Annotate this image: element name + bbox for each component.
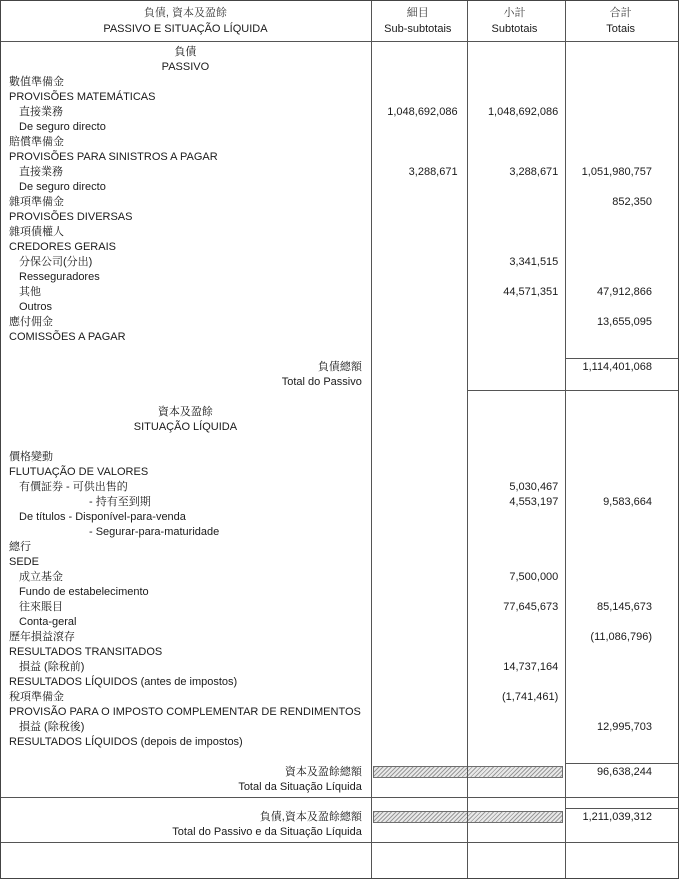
empty-cell <box>466 510 564 525</box>
total-value: 1,114,401,068 <box>582 361 652 373</box>
table-row <box>1 780 678 795</box>
row-label: Conta-geral <box>19 616 77 628</box>
row-label: PROVISÃO PARA O IMPOSTO COMPLEMENTAR DE RENDIMENTOS <box>9 706 361 718</box>
empty-cell <box>466 585 564 600</box>
row-label: RESULTADOS TRANSITADOS <box>9 646 163 658</box>
table-row <box>1 705 678 720</box>
table-row <box>1 285 678 300</box>
total-value: (11,086,796) <box>590 631 652 643</box>
row-label: 數值準備金 <box>9 76 64 88</box>
row-label: FLUTUAÇÃO DE VALORES <box>9 466 149 478</box>
header-subsubtotals-zh: 細目 <box>406 7 429 19</box>
empty-cell <box>466 360 564 375</box>
row-label: 損益 (除稅前) <box>19 661 85 673</box>
header-totals-zh: 合計 <box>609 7 632 19</box>
empty-cell <box>563 405 678 420</box>
header-subtotals-pt: Subtotais <box>491 23 538 35</box>
empty-cell <box>563 705 678 720</box>
empty-cell <box>370 255 466 270</box>
empty-cell <box>370 705 466 720</box>
row-label: 有價証券 - 可供出售的 <box>19 481 128 493</box>
table-row <box>1 720 678 735</box>
empty-cell <box>563 45 678 60</box>
empty-cell <box>563 255 678 270</box>
empty-cell <box>563 735 678 750</box>
empty-cell <box>370 675 466 690</box>
subtotal-value: 1,048,692,086 <box>487 106 559 118</box>
table-row <box>1 600 678 615</box>
hatched-area <box>373 811 563 823</box>
sub-subtotal-value: 3,288,671 <box>408 166 458 178</box>
table-row <box>1 45 678 60</box>
empty-cell <box>370 315 466 330</box>
empty-cell <box>563 225 678 240</box>
empty-cell <box>466 315 564 330</box>
table-row <box>1 195 678 210</box>
empty-cell <box>466 450 564 465</box>
row-label: RESULTADOS LÍQUIDOS (depois de impostos) <box>9 736 243 748</box>
empty-cell <box>466 780 564 795</box>
empty-cell <box>466 555 564 570</box>
empty-cell <box>370 750 466 765</box>
column-divider-1 <box>371 1 372 878</box>
empty-cell <box>370 585 466 600</box>
hatched-area <box>373 766 563 778</box>
empty-cell <box>466 300 564 315</box>
empty-cell <box>563 555 678 570</box>
passivo-total-bottom-rule <box>467 390 679 391</box>
empty-cell <box>370 345 466 360</box>
table-row <box>1 300 678 315</box>
total-value: 9,583,664 <box>603 496 652 508</box>
empty-cell <box>466 120 564 135</box>
empty-cell <box>370 600 466 615</box>
empty-cell <box>370 435 466 450</box>
header-description-column <box>1 1 370 41</box>
subtotal-value: 5,030,467 <box>509 481 559 493</box>
empty-cell <box>563 585 678 600</box>
empty-cell <box>563 135 678 150</box>
empty-cell <box>370 360 466 375</box>
row-label: COMISSÕES A PAGAR <box>9 331 126 343</box>
empty-cell <box>563 330 678 345</box>
empty-cell <box>370 300 466 315</box>
row-label: Total do Passivo e da Situação Líquida <box>172 826 362 838</box>
table-row <box>1 675 678 690</box>
empty-cell <box>466 195 564 210</box>
table-row <box>1 825 678 840</box>
row-label: 損益 (除稅後) <box>19 721 85 733</box>
row-label: 其他 <box>19 286 41 298</box>
table-row <box>1 60 678 75</box>
empty-cell <box>466 465 564 480</box>
table-row <box>1 570 678 585</box>
column-divider-2 <box>467 1 468 878</box>
empty-cell <box>370 510 466 525</box>
total-value: 96,638,244 <box>596 766 652 778</box>
row-label: PROVISÕES MATEMÁTICAS <box>9 91 156 103</box>
empty-cell <box>466 240 564 255</box>
row-label: 分保公司(分出) <box>19 256 93 268</box>
empty-cell <box>370 645 466 660</box>
empty-cell <box>563 270 678 285</box>
table-row <box>1 495 678 510</box>
empty-cell <box>370 555 466 570</box>
empty-cell <box>370 690 466 705</box>
empty-cell <box>563 150 678 165</box>
empty-cell <box>466 750 564 765</box>
row-label: 成立基金 <box>19 571 63 583</box>
empty-cell <box>370 135 466 150</box>
empty-cell <box>563 525 678 540</box>
empty-cell <box>563 240 678 255</box>
empty-cell <box>370 660 466 675</box>
header-totals-column <box>563 1 678 41</box>
row-label: 資本及盈餘總額 <box>284 766 362 778</box>
table-body <box>1 45 678 840</box>
empty-cell <box>466 420 564 435</box>
row-label: 負債,資本及盈餘總額 <box>259 811 362 823</box>
empty-cell <box>466 270 564 285</box>
row-label: 資本及盈餘 <box>157 406 213 418</box>
table-row <box>1 660 678 675</box>
total-value: 12,995,703 <box>596 721 653 733</box>
row-label: 價格變動 <box>9 451 53 463</box>
empty-cell <box>466 180 564 195</box>
header-description-zh: 負債, 資本及盈餘 <box>143 7 228 19</box>
row-label: - 持有至到期 <box>89 496 151 508</box>
row-label: CREDORES GERAIS <box>9 241 116 253</box>
table-row <box>1 765 678 780</box>
empty-cell <box>563 450 678 465</box>
row-label: De seguro directo <box>19 181 106 193</box>
row-label: Total da Situação Líquida <box>238 781 362 793</box>
table-row <box>1 690 678 705</box>
empty-cell <box>466 645 564 660</box>
empty-cell <box>466 630 564 645</box>
empty-cell <box>370 225 466 240</box>
empty-cell <box>370 780 466 795</box>
table-row <box>1 90 678 105</box>
row-label: 負債 <box>174 46 197 58</box>
empty-cell <box>1 435 370 450</box>
situacao-liquida-total-top-rule <box>565 763 679 764</box>
table-row <box>1 225 678 240</box>
empty-cell <box>370 825 466 840</box>
table-row <box>1 645 678 660</box>
row-label: 雜項準備金 <box>9 196 64 208</box>
empty-cell <box>563 180 678 195</box>
header-subsubtotals-pt: Sub-subtotais <box>384 23 452 35</box>
column-divider-3 <box>565 1 566 878</box>
empty-cell <box>370 285 466 300</box>
empty-cell <box>563 90 678 105</box>
empty-cell <box>370 330 466 345</box>
table-row <box>1 435 678 450</box>
empty-cell <box>466 75 564 90</box>
row-label: PROVISÕES DIVERSAS <box>9 211 133 223</box>
empty-cell <box>563 570 678 585</box>
empty-cell <box>370 735 466 750</box>
row-label: Outros <box>19 301 53 313</box>
empty-cell <box>370 450 466 465</box>
grand-total-bottom-rule <box>1 842 678 843</box>
table-row <box>1 525 678 540</box>
empty-cell <box>370 120 466 135</box>
empty-cell <box>563 615 678 630</box>
table-row <box>1 480 678 495</box>
empty-cell <box>370 405 466 420</box>
empty-cell <box>563 780 678 795</box>
row-label: - Segurar-para-maturidade <box>89 526 220 538</box>
subtotal-value: 44,571,351 <box>503 286 559 298</box>
table-row <box>1 630 678 645</box>
empty-cell <box>563 660 678 675</box>
subtotal-value: 7,500,000 <box>509 571 559 583</box>
empty-cell <box>466 210 564 225</box>
row-label: PASSIVO <box>161 61 210 73</box>
row-label: 直接業務 <box>19 166 63 178</box>
row-label: 直接業務 <box>19 106 63 118</box>
table-row <box>1 510 678 525</box>
table-row <box>1 165 678 180</box>
table-row <box>1 450 678 465</box>
subtotal-value: 3,341,515 <box>509 256 559 268</box>
table-row <box>1 420 678 435</box>
empty-cell <box>370 180 466 195</box>
header-subsubtotals-column <box>370 1 466 41</box>
row-label: Total do Passivo <box>281 376 362 388</box>
row-label: 應付佣金 <box>9 316 53 328</box>
empty-cell <box>370 420 466 435</box>
empty-cell <box>466 375 564 390</box>
header-description-pt: PASSIVO E SITUAÇÃO LÍQUIDA <box>103 23 268 35</box>
table-row <box>1 360 678 375</box>
empty-cell <box>563 510 678 525</box>
row-label: De seguro directo <box>19 121 106 133</box>
total-value: 1,211,039,312 <box>582 811 652 823</box>
row-label: SEDE <box>9 556 39 568</box>
empty-cell <box>563 480 678 495</box>
empty-cell <box>466 540 564 555</box>
subtotal-value: 77,645,673 <box>503 601 559 613</box>
total-value: 1,051,980,757 <box>581 166 653 178</box>
empty-cell <box>466 345 564 360</box>
table-row <box>1 75 678 90</box>
row-label: De títulos - Disponível-para-venda <box>19 511 186 523</box>
empty-cell <box>370 615 466 630</box>
subtotal-value: 3,288,671 <box>509 166 559 178</box>
total-value: 47,912,866 <box>596 286 653 298</box>
empty-cell <box>466 615 564 630</box>
empty-cell <box>563 825 678 840</box>
empty-cell <box>1 345 370 360</box>
table-row <box>1 135 678 150</box>
situacao-liquida-total-bottom-rule <box>1 797 678 798</box>
empty-cell <box>370 90 466 105</box>
table-row <box>1 150 678 165</box>
table-row <box>1 540 678 555</box>
grand-total-top-rule <box>565 808 679 809</box>
empty-cell <box>563 60 678 75</box>
empty-cell <box>563 105 678 120</box>
table-row <box>1 210 678 225</box>
row-label: PROVISÕES PARA SINISTROS A PAGAR <box>9 151 218 163</box>
empty-cell <box>563 300 678 315</box>
empty-cell <box>563 435 678 450</box>
total-value: 852,350 <box>612 196 652 208</box>
empty-cell <box>466 135 564 150</box>
subtotal-value: 14,737,164 <box>503 661 559 673</box>
row-label: SITUAÇÃO LÍQUIDA <box>133 421 238 433</box>
row-label: 賠償準備金 <box>9 136 64 148</box>
empty-cell <box>563 645 678 660</box>
empty-cell <box>370 465 466 480</box>
empty-cell <box>466 675 564 690</box>
empty-cell <box>563 375 678 390</box>
empty-cell <box>466 525 564 540</box>
row-label: Resseguradores <box>19 271 100 283</box>
empty-cell <box>466 435 564 450</box>
row-label: RESULTADOS LÍQUIDOS (antes de impostos) <box>9 676 238 688</box>
empty-cell <box>370 525 466 540</box>
table-row <box>1 270 678 285</box>
table-row <box>1 585 678 600</box>
empty-cell <box>466 735 564 750</box>
row-label: 歷年損益滾存 <box>9 631 75 643</box>
subtotal-value: (1,741,461) <box>502 691 559 703</box>
table-header <box>1 1 678 41</box>
empty-cell <box>563 675 678 690</box>
empty-cell <box>370 210 466 225</box>
table-row <box>1 255 678 270</box>
empty-cell <box>370 45 466 60</box>
empty-cell <box>563 120 678 135</box>
empty-cell <box>563 75 678 90</box>
empty-cell <box>370 240 466 255</box>
table-row <box>1 615 678 630</box>
empty-cell <box>466 330 564 345</box>
empty-cell <box>466 45 564 60</box>
empty-cell <box>466 825 564 840</box>
table-row <box>1 390 678 405</box>
empty-cell <box>466 60 564 75</box>
table-row <box>1 375 678 390</box>
empty-cell <box>466 705 564 720</box>
empty-cell <box>370 60 466 75</box>
subtotal-value: 4,553,197 <box>509 496 559 508</box>
table-row <box>1 180 678 195</box>
sub-subtotal-value: 1,048,692,086 <box>387 106 458 118</box>
passivo-total-top-rule <box>565 358 679 359</box>
table-row <box>1 330 678 345</box>
empty-cell <box>466 225 564 240</box>
empty-cell <box>563 420 678 435</box>
empty-cell <box>370 570 466 585</box>
row-label: 總行 <box>9 541 31 553</box>
empty-cell <box>370 390 466 405</box>
empty-cell <box>370 480 466 495</box>
empty-cell <box>370 75 466 90</box>
empty-cell <box>563 390 678 405</box>
empty-cell <box>370 540 466 555</box>
empty-cell <box>466 720 564 735</box>
table-row <box>1 735 678 750</box>
empty-cell <box>370 150 466 165</box>
row-label: 雜項債權人 <box>9 226 64 238</box>
empty-cell <box>466 150 564 165</box>
empty-cell <box>1 390 370 405</box>
empty-cell <box>1 750 370 765</box>
table-row <box>1 240 678 255</box>
table-row <box>1 810 678 825</box>
table-row <box>1 120 678 135</box>
table-row <box>1 465 678 480</box>
empty-cell <box>370 375 466 390</box>
total-value: 85,145,673 <box>596 601 653 613</box>
table-row <box>1 555 678 570</box>
empty-cell <box>466 390 564 405</box>
empty-cell <box>370 495 466 510</box>
header-subtotals-column <box>466 1 564 41</box>
row-label: Fundo de estabelecimento <box>19 586 149 598</box>
empty-cell <box>563 540 678 555</box>
empty-cell <box>370 630 466 645</box>
empty-cell <box>370 720 466 735</box>
total-value: 13,655,095 <box>596 316 652 328</box>
table-row <box>1 105 678 120</box>
table-row <box>1 405 678 420</box>
row-label: 負債總額 <box>317 361 362 373</box>
empty-cell <box>563 210 678 225</box>
empty-cell <box>370 195 466 210</box>
table-row <box>1 315 678 330</box>
empty-cell <box>370 270 466 285</box>
header-subtotals-zh: 小計 <box>503 7 526 19</box>
empty-cell <box>466 405 564 420</box>
empty-cell <box>563 465 678 480</box>
header-rule <box>1 41 678 42</box>
row-label: 往來賬目 <box>19 601 63 613</box>
empty-cell <box>563 690 678 705</box>
empty-cell <box>466 90 564 105</box>
header-totals-pt: Totais <box>606 23 636 35</box>
row-label: 稅項準備金 <box>9 691 64 703</box>
